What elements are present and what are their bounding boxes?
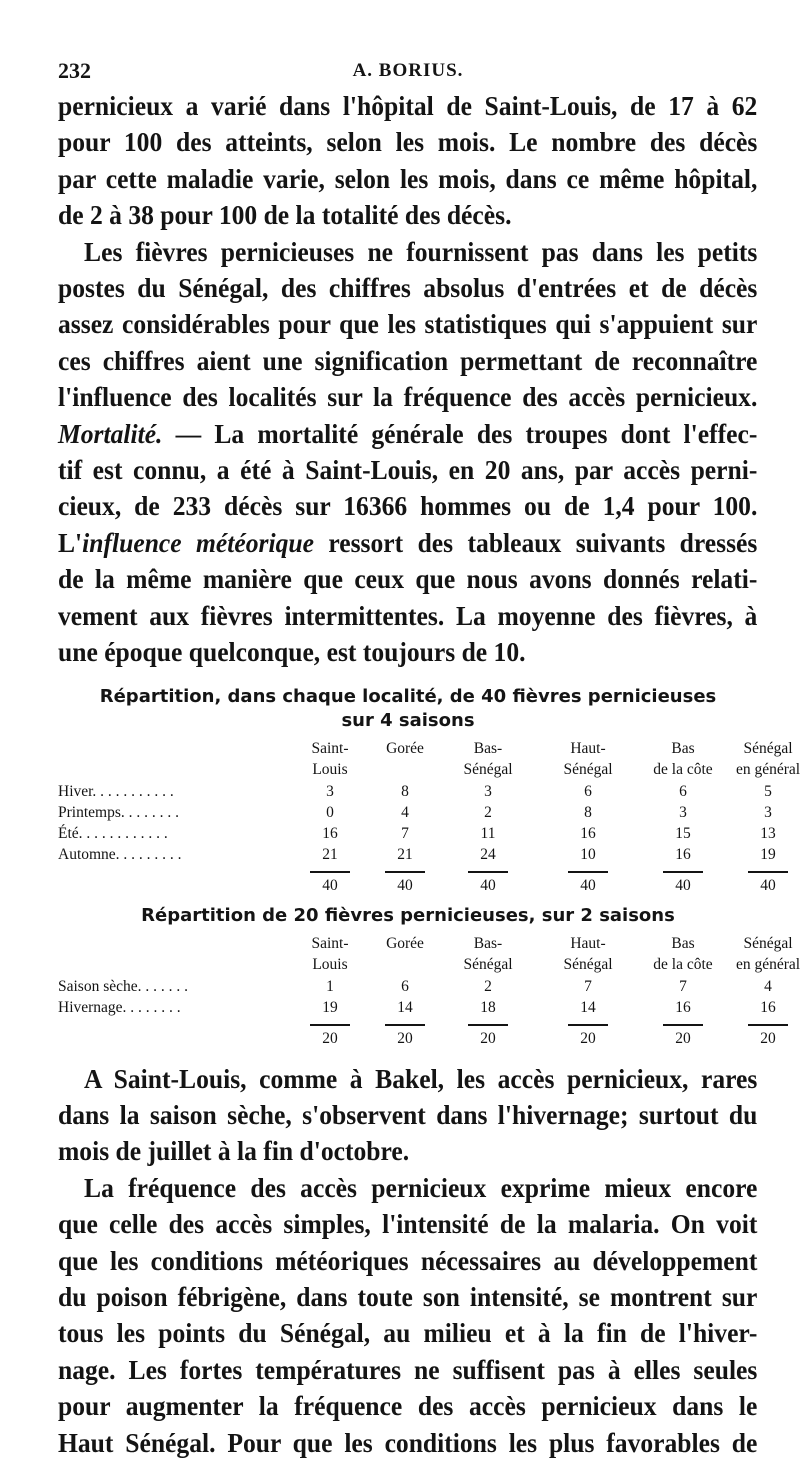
total-cell: 40 bbox=[468, 871, 508, 896]
row-label: Hiver. . . . . . . . . . . bbox=[58, 782, 174, 800]
text-line: de la même manière que ceux que nous avons donnés relati- bbox=[58, 563, 758, 595]
table-cell: 4 bbox=[764, 977, 772, 995]
row-label: Été. . . . . . . . . . . . bbox=[58, 824, 168, 842]
column-header: Gorée bbox=[386, 934, 424, 952]
table-cell: 0 bbox=[326, 803, 334, 821]
column-header-row bbox=[58, 955, 800, 976]
paragraph-frequence bbox=[58, 1170, 757, 1461]
table-cell: 1 bbox=[326, 977, 334, 995]
text-line: dans la saison sèche, s'observent dans l'hivernage; surtout du bbox=[58, 1098, 758, 1130]
total-cell: 20 bbox=[310, 1024, 350, 1049]
text-line: pernicieux a varié dans l'hôpital de Saint-Louis, de 17 à 62 bbox=[58, 90, 758, 121]
page-header bbox=[58, 48, 758, 88]
table-row bbox=[58, 823, 776, 844]
table-cell: 13 bbox=[760, 824, 776, 842]
text-line: vement aux fièvres intermittentes. La moyenne des fièvres, à bbox=[58, 599, 758, 631]
total-cell: 20 bbox=[468, 1024, 508, 1049]
influence-italic: influence météorique bbox=[82, 526, 314, 558]
text-line: ces chiffres aient une signification permettant de reconnaître bbox=[58, 344, 758, 376]
paragraph-hospital-mortality bbox=[58, 88, 757, 234]
table-row bbox=[58, 997, 776, 1018]
paragraph-small-posts bbox=[58, 234, 757, 416]
row-label: Saison sèche. . . . . . . bbox=[58, 977, 189, 995]
page-number: 232 bbox=[58, 58, 91, 83]
column-header: Gorée bbox=[386, 739, 424, 757]
column-header: Haut- bbox=[570, 934, 606, 952]
text-span: ressort des tableaux suivants dressés bbox=[313, 526, 758, 558]
table-cell: 6 bbox=[679, 782, 687, 800]
table-cell: 4 bbox=[401, 803, 409, 821]
text-line: de 2 à 38 pour 100 de la totalité des décès. bbox=[58, 199, 512, 231]
table-cell: 6 bbox=[584, 782, 592, 800]
text-line: La fréquence des accès pernicieux exprime mieux encore bbox=[84, 1171, 758, 1203]
table-cell: 3 bbox=[326, 782, 334, 800]
table-cell: 8 bbox=[401, 782, 409, 800]
table-cell: 7 bbox=[584, 977, 592, 995]
column-header: Sénégal bbox=[743, 739, 793, 757]
total-cell: 40 bbox=[310, 871, 350, 896]
table-cell: 2 bbox=[484, 803, 492, 821]
table-cell: 14 bbox=[397, 998, 413, 1016]
mortalite-label: Mortalité. bbox=[58, 417, 163, 449]
text-line: Haut Sénégal. Pour que les conditions les plus favorables de bbox=[58, 1426, 758, 1458]
column-header: Bas- bbox=[473, 739, 503, 757]
table-cell: 11 bbox=[480, 824, 496, 842]
text-line: mois de juillet à la fin d'octobre. bbox=[58, 1135, 410, 1167]
text-span: — La mortalité générale des troupes dont l'effec- bbox=[162, 417, 758, 449]
column-header: Sénégal bbox=[463, 760, 513, 778]
paragraph-saint-louis bbox=[58, 1061, 757, 1170]
text-line: assez considérables pour que les statistiques qui s'appuient sur bbox=[58, 308, 758, 340]
total-cell: 40 bbox=[663, 871, 703, 896]
table-cell: 21 bbox=[397, 845, 413, 863]
table-cell: 15 bbox=[675, 824, 691, 842]
column-header: Sénégal bbox=[463, 955, 513, 973]
table-cell: 7 bbox=[401, 824, 409, 842]
table-cell: 19 bbox=[322, 998, 338, 1016]
table-cell: 16 bbox=[580, 824, 596, 842]
column-header: de la côte bbox=[653, 760, 713, 778]
book-page bbox=[58, 48, 800, 1461]
column-header-row bbox=[58, 739, 793, 760]
text-line: A Saint-Louis, comme à Bakel, les accès pernicieux, rares bbox=[84, 1062, 758, 1094]
paragraph-influence bbox=[58, 525, 757, 671]
column-header: en général bbox=[735, 760, 800, 778]
table-grid bbox=[58, 739, 800, 894]
table-cell: 7 bbox=[679, 977, 687, 995]
text-line: cieux, de 233 décès sur 16366 hommes ou de 1,4 pour 100. bbox=[58, 490, 758, 522]
text-line: une époque quelconque, est toujours de 10. bbox=[58, 636, 526, 668]
table-title: Répartition, dans chaque localité, de 40 fièvres pernicieuses bbox=[99, 685, 717, 707]
column-header: Saint- bbox=[311, 739, 349, 757]
table-cell: 19 bbox=[760, 845, 776, 863]
table-cell: 8 bbox=[584, 803, 592, 821]
table-cell: 21 bbox=[322, 845, 338, 863]
text-line bbox=[58, 525, 757, 561]
text-line: l'influence des localités sur la fréquence des accès pernicieux. bbox=[58, 381, 758, 413]
paragraph-mortalite bbox=[58, 416, 757, 525]
column-header-row bbox=[58, 760, 800, 781]
column-header: Sénégal bbox=[563, 955, 613, 973]
table-cell: 10 bbox=[580, 845, 596, 863]
text-line: tif est connu, a été à Saint-Louis, en 20 ans, par accès perni- bbox=[58, 454, 758, 486]
row-label: Printemps. . . . . . . . bbox=[58, 803, 179, 821]
total-cell: 20 bbox=[385, 1024, 425, 1049]
text-line: tous les points du Sénégal, au milieu et à la fin de l'hiver- bbox=[58, 1317, 758, 1349]
table-cell: 3 bbox=[484, 782, 492, 800]
table-cell: 3 bbox=[764, 803, 772, 821]
column-header: de la côte bbox=[653, 955, 713, 973]
text-line: pour 100 des atteints, selon les mois. Le nombre des décès bbox=[58, 126, 758, 158]
totals-row bbox=[58, 1024, 776, 1047]
total-cell: 20 bbox=[663, 1024, 703, 1049]
column-header: Haut- bbox=[570, 739, 606, 757]
total-cell: 20 bbox=[748, 1024, 788, 1049]
table-cell: 24 bbox=[480, 845, 496, 863]
column-header: Louis bbox=[312, 760, 348, 778]
table-cell: 16 bbox=[760, 998, 776, 1016]
column-header: Bas bbox=[671, 934, 695, 952]
table-four-seasons bbox=[58, 685, 800, 894]
column-header: Sénégal bbox=[563, 760, 613, 778]
table-cell: 2 bbox=[484, 977, 492, 995]
table-cell: 6 bbox=[401, 977, 409, 995]
text-line: postes du Sénégal, des chiffres absolus d'entrées et de décès bbox=[58, 272, 758, 304]
text-line: pour augmenter la fréquence des accès pernicieux dans le bbox=[58, 1390, 758, 1422]
table-cell: 16 bbox=[675, 845, 691, 863]
row-label: Automne. . . . . . . . . bbox=[58, 845, 182, 863]
text-span: L' bbox=[58, 526, 83, 558]
column-header-row bbox=[58, 934, 793, 955]
column-header: Sénégal bbox=[743, 934, 793, 952]
column-header: Louis bbox=[312, 955, 348, 973]
row-label: Hivernage. . . . . . . . bbox=[58, 998, 181, 1016]
total-cell: 40 bbox=[568, 871, 608, 896]
total-cell: 40 bbox=[748, 871, 788, 896]
table-grid bbox=[58, 934, 800, 1047]
table-row bbox=[58, 802, 772, 823]
text-line bbox=[58, 416, 757, 452]
text-line: Les fièvres pernicieuses ne fournissent pas dans les petits bbox=[84, 235, 758, 267]
text-line: du poison fébrigène, dans toute son intensité, se montrent sur bbox=[58, 1280, 758, 1312]
table-row bbox=[58, 781, 772, 802]
total-cell: 40 bbox=[385, 871, 425, 896]
column-header: Bas- bbox=[473, 934, 503, 952]
table-title: sur 4 saisons bbox=[341, 709, 475, 731]
column-header: Bas bbox=[671, 739, 695, 757]
table-cell: 5 bbox=[764, 782, 772, 800]
text-line: que les conditions météoriques nécessaires au développement bbox=[58, 1244, 758, 1276]
table-row bbox=[58, 976, 772, 997]
column-header: Saint- bbox=[311, 934, 349, 952]
table-cell: 18 bbox=[480, 998, 496, 1016]
totals-row bbox=[58, 871, 776, 894]
table-cell: 16 bbox=[322, 824, 338, 842]
text-line: nage. Les fortes températures ne suffisent pas à elles seules bbox=[58, 1353, 758, 1385]
running-title: A. BORIUS. bbox=[352, 60, 464, 81]
table-two-seasons bbox=[58, 904, 800, 1047]
table-cell: 14 bbox=[580, 998, 596, 1016]
total-cell: 20 bbox=[568, 1024, 608, 1049]
table-title: Répartition de 20 fièvres pernicieuses, sur 2 saisons bbox=[141, 904, 675, 926]
table-cell: 3 bbox=[679, 803, 687, 821]
text-line: par cette maladie varie, selon les mois, dans ce même hôpital, bbox=[58, 162, 758, 194]
table-cell: 16 bbox=[675, 998, 691, 1016]
text-line: que celle des accès simples, l'intensité de la malaria. On voit bbox=[58, 1208, 758, 1240]
column-header: en général bbox=[735, 955, 800, 973]
table-row bbox=[58, 844, 776, 865]
